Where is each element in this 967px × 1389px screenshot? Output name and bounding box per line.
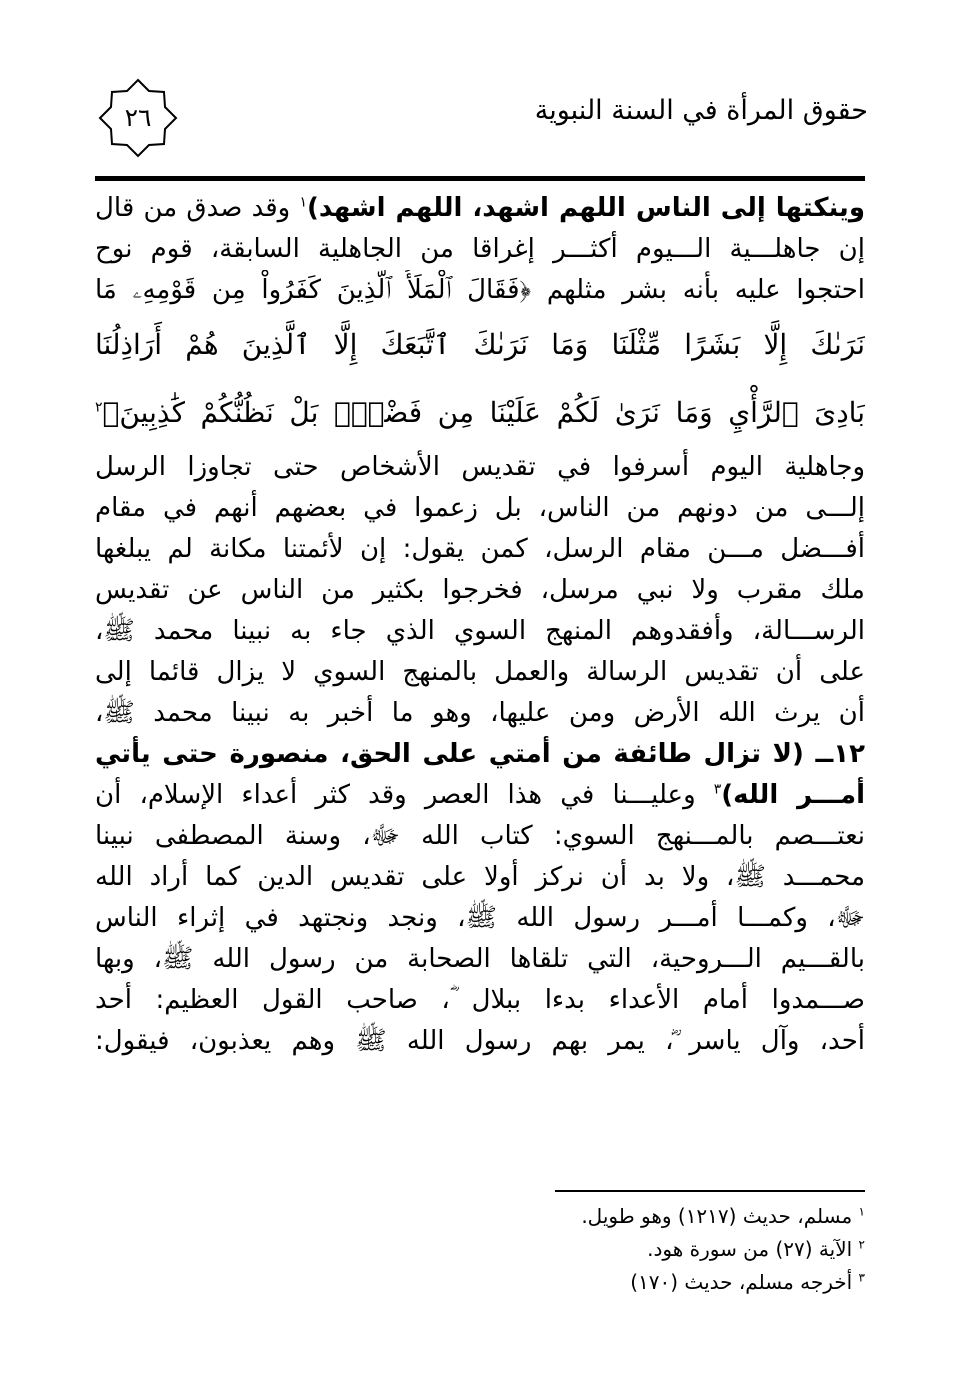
footnote-ref: ١ [299, 194, 307, 211]
main-text [95, 188, 865, 1062]
text-line: إلـــى من دونهم من الناس، بل زعموا في بعضهم أنهم في مقام [95, 493, 865, 523]
text-line: ملك مقرب ولا نبي مرسل، فخرجوا بكثير من الناس عن تقديس [95, 575, 865, 605]
text-line: نعتـــصم بالمـــنهج السوي: كتاب الله ﷻ، وسنة المصطفى نبينا [95, 821, 865, 851]
page-number: ٢٦ [124, 103, 152, 132]
text-line: بالقـــيم الـــروحية، التي تلقاها الصحابة من رسول الله ﷺ، وبها [95, 944, 865, 974]
bold-phrase: أمـــر الله) [721, 780, 865, 810]
quran-verse-line: نَرَىٰكَ إِلَّا بَشَرًا مِّثْلَنَا وَمَا نَرَىٰكَ ٱتَّبَعَكَ إِلَّا ٱلَّذِينَ هُمْ أَرَاذِلُنَا [95, 328, 865, 361]
footnotes [581, 1200, 865, 1299]
quran-verse: بَادِىَ ٱلرَّأْيِ وَمَا نَرَىٰ لَكُمْ عَلَيْنَا مِن فَضْلٍۭ بَلْ نَظُنُّكُمْ كَٰذِبِينَ﴾ [102, 396, 865, 429]
footnote-number: ٢ [858, 1237, 865, 1252]
text-line [95, 188, 865, 229]
quran-verse: ﴿فَقَالَ ٱلْمَلَأُ ٱلَّذِينَ كَفَرُواْ مِن قَوْمِهِۦ مَا [95, 275, 532, 305]
footnote-text: مسلم، حديث (١٢١٧) وهو طويل. [581, 1204, 859, 1228]
footnote-number: ١ [858, 1204, 865, 1219]
text-line: محمـــد ﷺ، ولا بد أن نركز أولا على تقديس الدين كما أراد الله [95, 862, 865, 892]
text-line: وجاهلية اليوم أسرفوا في تقديس الأشخاص حتى تجاوزا الرسل [95, 452, 865, 482]
footnote [581, 1200, 865, 1233]
footnote-number: ٣ [858, 1270, 865, 1285]
text-line [95, 270, 865, 311]
text-line: ﷻ، وكمـــا أمـــر رسول الله ﷺ، ونجد ونجتهد في إثراء الناس [95, 903, 865, 933]
text-line: أحد، وآل ياسر ؓ، يمر بهم رسول الله ﷺ وهم يعذبون، فيقول: [95, 1026, 865, 1056]
text-line: الرســـالة، وأفقدوهم المنهج السوي الذي جاء به نبينا محمد ﷺ، [95, 616, 865, 646]
text-span: احتجوا عليه بأنه بشر مثلهم [531, 275, 865, 305]
text-line [95, 775, 865, 816]
footnote-text: الآية (٢٧) من سورة هود. [647, 1237, 859, 1261]
bold-phrase: وينكتها إلى الناس اللهم اشهد، اللهم اشهد) [306, 193, 865, 223]
footnote-ref: ٢ [95, 399, 103, 416]
quran-verse-line [95, 379, 865, 447]
text-span: وعليـــنا في هذا العصر وقد كثر أعداء الإسلام، أن [95, 780, 714, 810]
text-line: على أن تقديس الرسالة والعمل بالمنهج السوي لا يزال قائما إلى [95, 657, 865, 687]
text-line: أن يرث الله الأرض ومن عليها، وهو ما أخبر به نبينا محمد ﷺ، [95, 698, 865, 728]
running-title: حقوق المرأة في السنة النبوية [534, 95, 868, 126]
footnote [581, 1233, 865, 1266]
hadith-line: ١٢ــ (لا تزال طائفة من أمتي على الحق، منصورة حتى يأتي [95, 739, 865, 769]
text-span: وقد صدق من قال [95, 193, 300, 223]
text-line: صـــمدوا أمام الأعداء بدءا ببلال ؓ، صاحب القول العظيم: أحد [95, 985, 865, 1015]
text-line: إن جاهلـــية الـــيوم أكثـــر إغراقا من الجاهلية السابقة، قوم نوح [95, 234, 865, 264]
footnote [581, 1266, 865, 1299]
footnote-text: أخرجه مسلم، حديث (١٧٠) [630, 1270, 859, 1294]
page-header [88, 70, 868, 180]
footnote-divider [555, 1190, 865, 1192]
text-line: أفـــضل مـــن مقام الرسل، كمن يقول: إن لأئمتنا مكانة لم يبلغها [95, 534, 865, 564]
footnote-ref: ٣ [713, 781, 722, 798]
header-divider [95, 176, 865, 181]
page-number-badge [98, 78, 178, 158]
